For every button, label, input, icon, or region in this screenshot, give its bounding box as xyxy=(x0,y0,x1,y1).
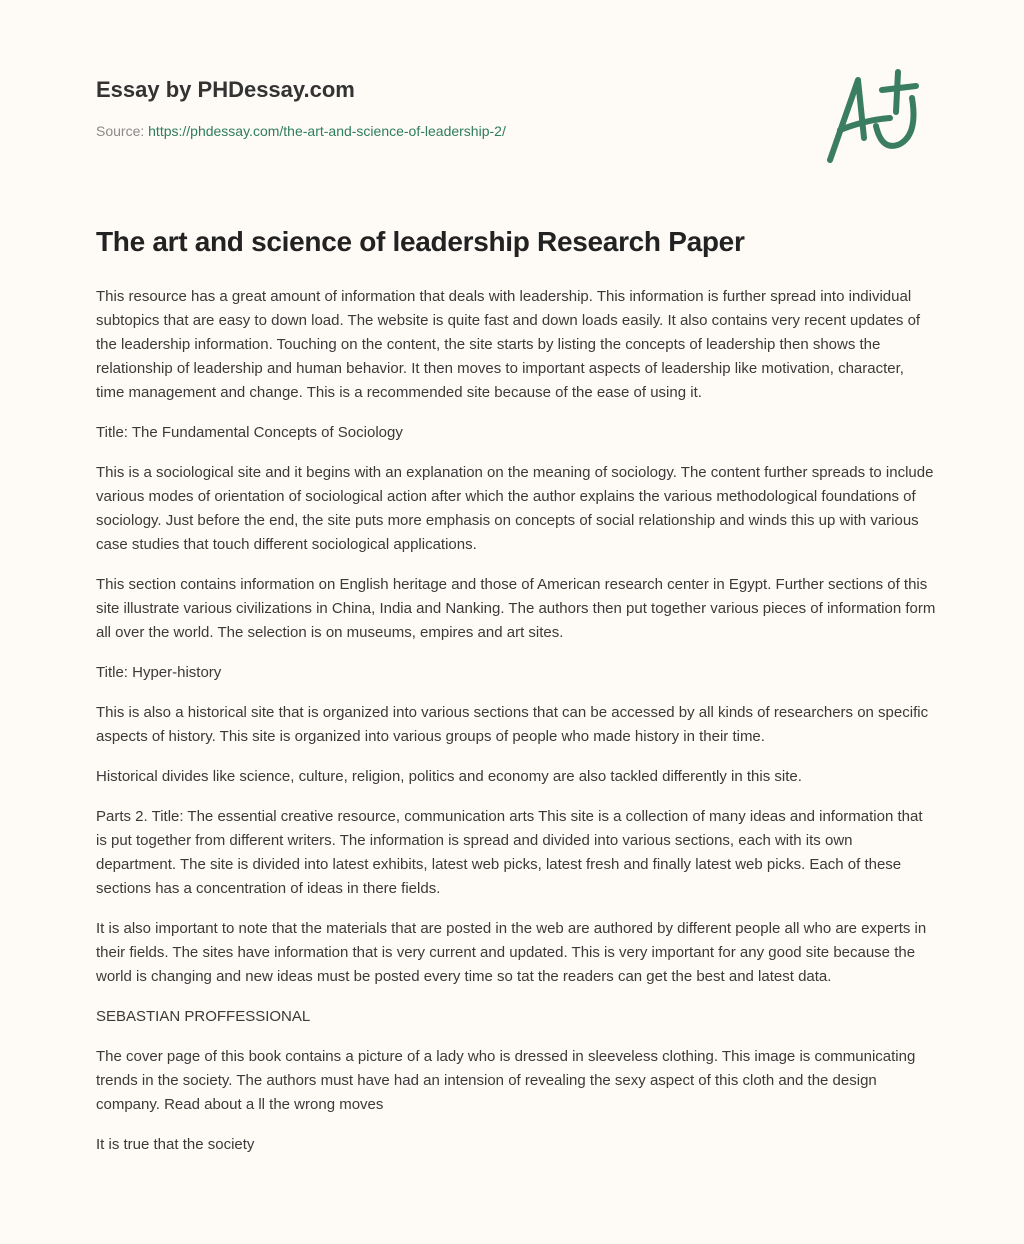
essay-body xyxy=(96,285,936,1173)
paragraph: Parts 2. Title: The essential creative resource, communication arts This site is a collection of many ideas and information that is put together from different writers. The information is spread and divided into various sections, each with its own department. The site is divided into latest exhibits, latest web picks, latest fresh and finally latest web picks. Each of these sections has a concentration of ideas in there fields. xyxy=(96,808,923,897)
paragraph: This is also a historical site that is organized into various sections that can be accessed by all kinds of researchers on specific aspects of history. This site is organized into various groups of people who made history in their time. xyxy=(96,704,929,745)
a-plus-logo-icon xyxy=(820,68,930,168)
page-title: The art and science of leadership Research Paper xyxy=(96,226,745,257)
paragraph: Title: Hyper-history xyxy=(96,664,222,681)
paragraph: Historical divides like science, culture, religion, politics and economy are also tackled differently in this site. xyxy=(96,768,802,785)
paragraph: This resource has a great amount of information that deals with leadership. This information is further spread into individual subtopics that are easy to down load. The website is quite fast and down loads easily. It also contains very recent updates of the leadership information. Touching on the content, the site starts by listing the concepts of leadership then shows the relationship of leadership and human behavior. It then moves to important aspects of leadership like motivation, character, time management and change. This is a recommended site because of the ease of using it. xyxy=(96,288,921,401)
paragraph: It is also important to note that the materials that are posted in the web are authored by different people all who are experts in their fields. The sites have information that is very current and updated. This is very important for any good site because the world is changing and new ideas must be posted every time so tat the readers can get the best and latest data. xyxy=(96,920,927,985)
site-brand: Essay by PHDessay.com xyxy=(96,77,355,102)
source-link[interactable]: https://phdessay.com/the-art-and-science-of-leadership-2/ xyxy=(148,123,506,139)
source-line xyxy=(96,123,506,139)
paragraph: This is a sociological site and it begins with an explanation on the meaning of sociology. The content further spreads to include various modes of orientation of sociological action after which the author explains the various methodological foundations of sociology. Just before the end, the site puts more emphasis on concepts of social relationship and winds this up with various case studies that touch different sociological applications. xyxy=(96,464,934,553)
paragraph: It is true that the society xyxy=(96,1136,255,1153)
source-label: Source: xyxy=(96,123,145,139)
paragraph: This section contains information on English heritage and those of American research center in Egypt. Further sections of this site illustrate various civilizations in China, India and Nanking. The authors then put together various pieces of information form all over the world. The selection is on museums, empires and art sites. xyxy=(96,576,936,641)
paragraph: Title: The Fundamental Concepts of Sociology xyxy=(96,424,403,441)
paragraph: The cover page of this book contains a picture of a lady who is dressed in sleeveless clothing. This image is communicating trends in the society. The authors must have had an intension of revealing the sexy aspect of this cloth and the design company. Read about a ll the wrong moves xyxy=(96,1048,916,1113)
paragraph: SEBASTIAN PROFFESSIONAL xyxy=(96,1008,311,1025)
